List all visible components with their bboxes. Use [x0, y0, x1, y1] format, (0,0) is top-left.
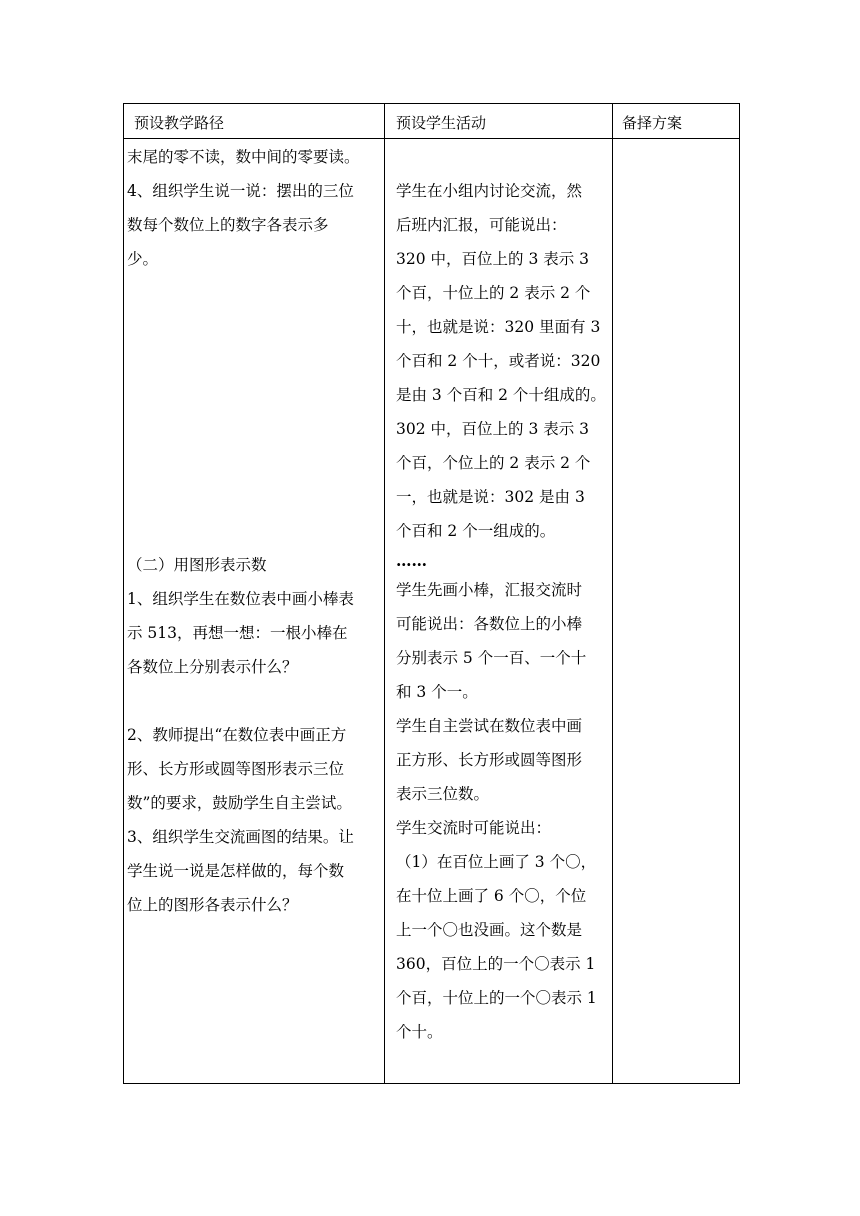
student-activity-line: 正方形、长方形或圆等图形: [396, 751, 583, 769]
student-activity-line: 个十。: [396, 1023, 443, 1041]
student-activity-line: 是由 3 个百和 2 个十组成的。: [396, 386, 606, 404]
student-activity-line: 后班内汇报，可能说出：: [396, 216, 567, 234]
teaching-path-cell: [127, 140, 382, 922]
student-activity-line: 在十位上画了 6 个〇，个位: [396, 887, 587, 905]
section-title: （二）用图形表示数: [127, 556, 267, 574]
student-activity-line: 个百和 2 个一组成的。: [396, 522, 556, 540]
header-divider: [124, 138, 739, 139]
student-activity-line: （1）在百位上画了 3 个〇，: [396, 853, 597, 871]
student-activity-line: 320 中，百位上的 3 表示 3: [396, 250, 590, 268]
student-activity-line: 个百，十位上的一个〇表示 1: [396, 989, 597, 1007]
lesson-plan-table: [123, 103, 740, 1084]
student-activity-line: 十，也就是说：320 里面有 3: [396, 318, 601, 336]
student-activity-line: 上一个〇也没画。这个数是: [396, 921, 583, 939]
teaching-path-line: 位上的图形各表示什么？: [127, 896, 298, 914]
header-alternative-plan: 备择方案: [622, 114, 683, 132]
teaching-path-line: 少。: [127, 250, 159, 268]
student-activity-line: 360，百位上的一个〇表示 1: [396, 955, 596, 973]
teaching-path-line: 形、长方形或圆等图形表示三位: [127, 760, 345, 778]
student-activity-cell: [396, 174, 610, 1049]
student-activity-line: 学生交流时可能说出：: [396, 819, 552, 837]
header-student-activity: 预设学生活动: [396, 114, 487, 132]
student-activity-line: 学生在小组内讨论交流，然: [396, 182, 583, 200]
student-activity-line: 个百，十位上的 2 表示 2 个: [396, 284, 591, 302]
teaching-path-line: 各数位上分别表示什么？: [127, 658, 298, 676]
student-activity-line: 表示三位数。: [396, 785, 490, 803]
teaching-path-line: 末尾的零不读，数中间的零要读。: [127, 148, 360, 166]
teaching-path-line: 1、组织学生在数位表中画小棒表: [127, 590, 354, 608]
header-teaching-path: 预设教学路径: [134, 114, 225, 132]
student-activity-line: 个百，个位上的 2 表示 2 个: [396, 454, 591, 472]
ellipsis: ……: [396, 551, 427, 570]
student-activity-line: 302 中，百位上的 3 表示 3: [396, 420, 590, 438]
teaching-path-line: 示 513，再想一想：一根小棒在: [127, 624, 348, 642]
student-activity-line: 学生自主尝试在数位表中画: [396, 717, 583, 735]
student-activity-line: 一，也就是说：302 是由 3: [396, 488, 585, 506]
teaching-path-line: 数”的要求，鼓励学生自主尝试。: [127, 794, 352, 812]
column-divider: [612, 104, 613, 1083]
student-activity-line: 学生先画小棒，汇报交流时: [396, 581, 583, 599]
student-activity-line: 分别表示 5 个一百、一个十: [396, 649, 587, 667]
teaching-path-line: 3、组织学生交流画图的结果。让: [127, 828, 354, 846]
column-divider: [384, 104, 385, 1083]
student-activity-line: 可能说出：各数位上的小棒: [396, 615, 583, 633]
student-activity-line: 个百和 2 个十，或者说：320: [396, 352, 601, 370]
teaching-path-line: 4、组织学生说一说：摆出的三位: [127, 182, 354, 200]
teaching-path-line: 2、教师提出“在数位表中画正方: [127, 726, 347, 744]
teaching-path-line: 数每个数位上的数字各表示多: [127, 216, 329, 234]
student-activity-line: 和 3 个一。: [396, 683, 478, 701]
teaching-path-line: 学生说一说是怎样做的，每个数: [127, 862, 345, 880]
